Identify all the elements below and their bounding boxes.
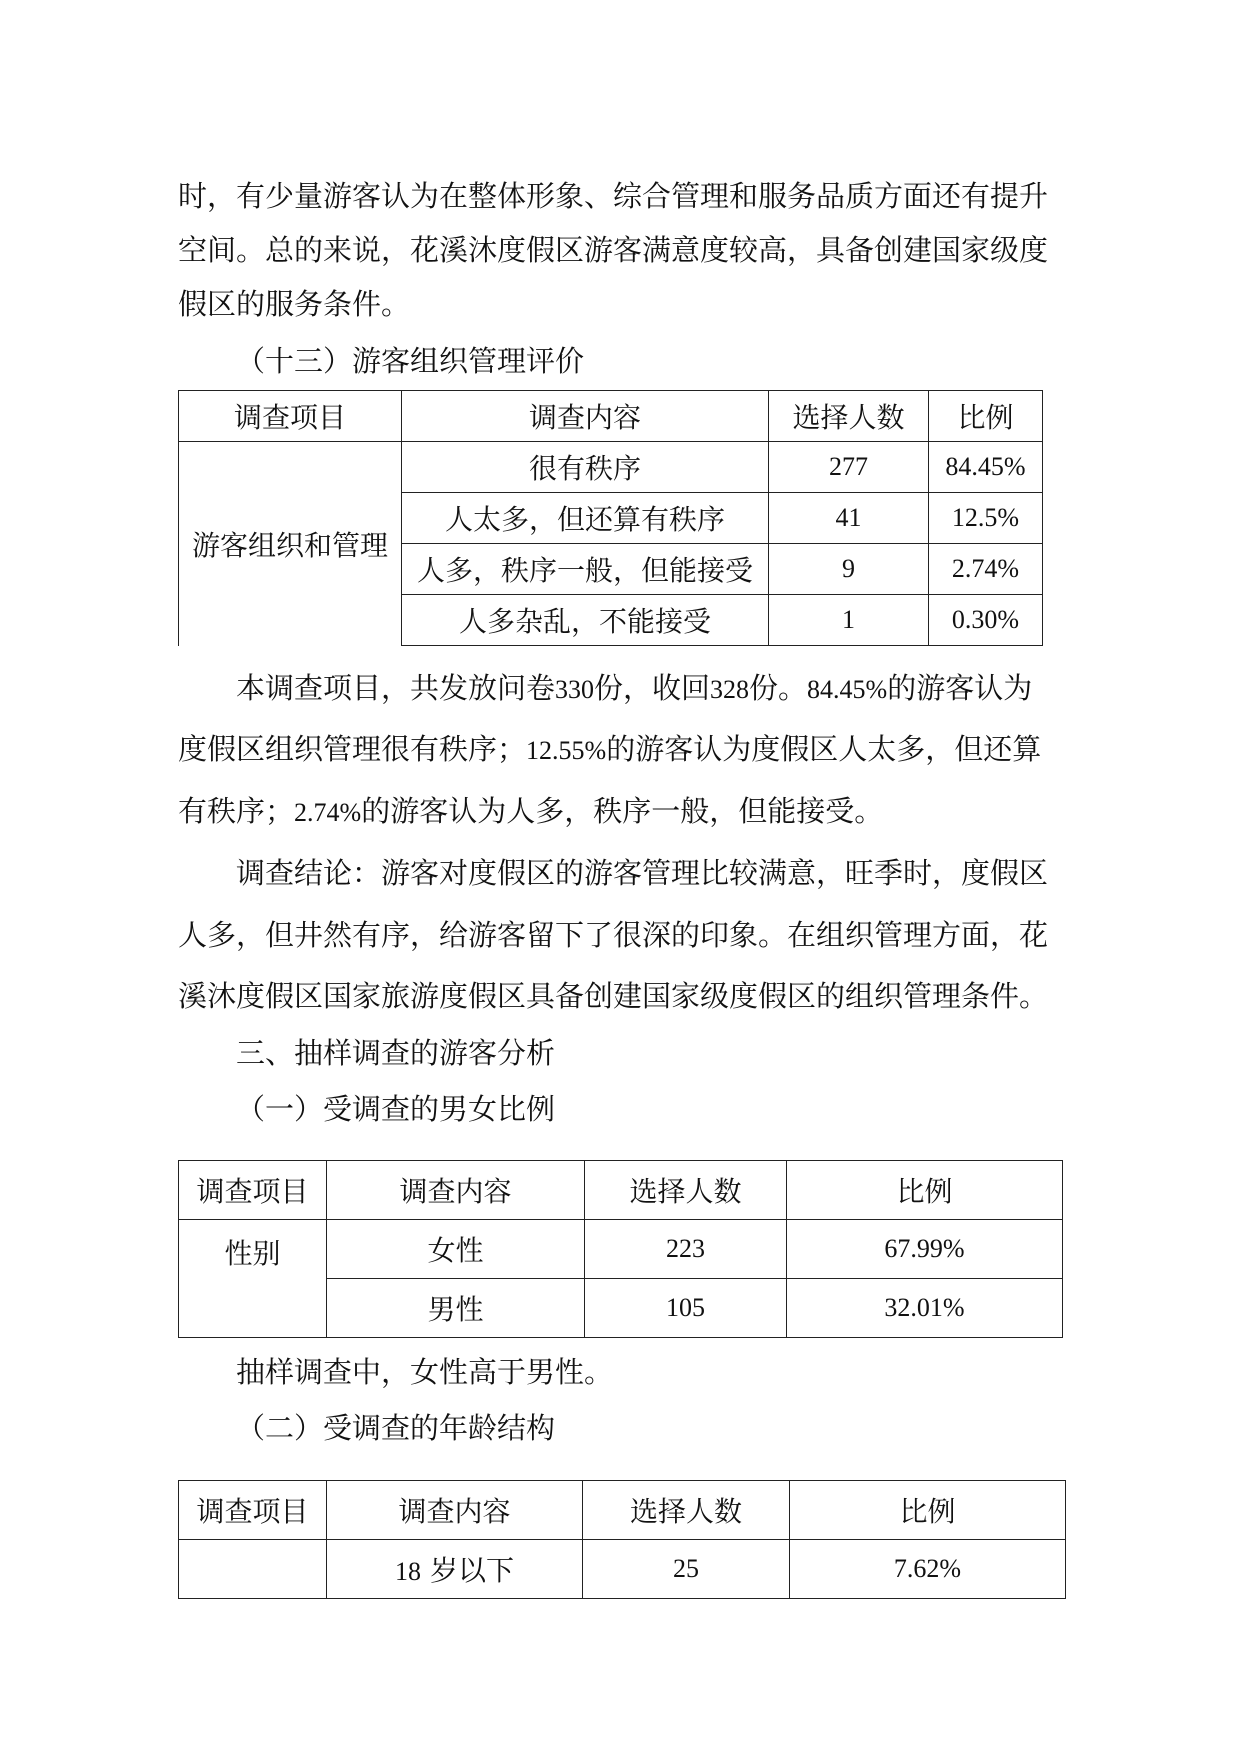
ratio-cell: 84.45% <box>929 442 1043 493</box>
ratio-cell: 32.01% <box>787 1279 1063 1338</box>
header-ratio: 比例 <box>929 391 1043 442</box>
count-cell: 277 <box>769 442 929 493</box>
table-org-management <box>178 390 1043 646</box>
item-cell: 性别 <box>179 1220 327 1338</box>
survey-text: 份。 <box>749 671 808 705</box>
survey-number: 328 <box>710 675 750 704</box>
subheading-2: （二）受调查的年龄结构 <box>236 1411 556 1445</box>
conclusion-line-1: 调查结论：游客对度假区的游客管理比较满意，旺季时，度假区 <box>236 856 1049 890</box>
intro-line-2: 空间。总的来说，花溪沐度假区游客满意度较高，具备创建国家级度 <box>178 233 1049 267</box>
header-count: 选择人数 <box>583 1481 790 1540</box>
age-number: 18 <box>395 1557 422 1586</box>
conclusion-line-2: 人多，但井然有序，给游客留下了很深的印象。在组织管理方面，花 <box>178 918 1049 952</box>
table-row <box>179 442 1043 493</box>
age-text: 岁以下 <box>421 1554 514 1587</box>
header-content: 调查内容 <box>327 1481 583 1540</box>
content-cell <box>327 1540 583 1599</box>
conclusion-line-3: 溪沐度假区国家旅游度假区具备创建国家级度假区的组织管理条件。 <box>178 979 1049 1013</box>
item-cell: 游客组织和管理 <box>179 442 402 646</box>
ratio-cell: 7.62% <box>790 1540 1066 1599</box>
survey-text: 的游客认为人多，秩序一般，但能接受。 <box>361 794 884 828</box>
survey-number: 2.74% <box>294 798 362 827</box>
table-header-row <box>179 1161 1063 1220</box>
ratio-cell: 0.30% <box>929 595 1043 646</box>
header-item: 调查项目 <box>179 1161 327 1220</box>
survey-text: 份，收回 <box>594 671 711 705</box>
count-cell: 41 <box>769 493 929 544</box>
section-title-3: 三、抽样调查的游客分析 <box>236 1036 556 1070</box>
ratio-cell: 2.74% <box>929 544 1043 595</box>
content-cell: 人多杂乱，不能接受 <box>402 595 769 646</box>
table-header-row <box>179 1481 1066 1540</box>
header-item: 调查项目 <box>179 1481 327 1540</box>
survey-number: 12.55% <box>526 736 607 765</box>
count-cell: 9 <box>769 544 929 595</box>
survey-number: 330 <box>555 675 595 704</box>
survey-number: 84.45% <box>807 675 888 704</box>
table-gender <box>178 1160 1063 1338</box>
header-content: 调查内容 <box>327 1161 585 1220</box>
table-row <box>179 1220 1063 1279</box>
item-cell <box>179 1540 327 1599</box>
count-cell: 25 <box>583 1540 790 1599</box>
header-count: 选择人数 <box>585 1161 787 1220</box>
header-item: 调查项目 <box>179 391 402 442</box>
content-cell: 人多，秩序一般，但能接受 <box>402 544 769 595</box>
count-cell: 1 <box>769 595 929 646</box>
heading-13: （十三）游客组织管理评价 <box>236 344 585 378</box>
header-count: 选择人数 <box>769 391 929 442</box>
header-ratio: 比例 <box>790 1481 1066 1540</box>
survey-text: 的游客认为度假区人太多，但还算 <box>606 732 1042 766</box>
survey-line-3 <box>178 795 1064 829</box>
content-cell: 女性 <box>327 1220 585 1279</box>
count-cell: 223 <box>585 1220 787 1279</box>
survey-text: 的游客认为 <box>887 671 1033 705</box>
survey-text: 度假区组织管理很有秩序； <box>178 732 527 766</box>
survey-text: 本调查项目，共发放问卷 <box>236 671 556 705</box>
table-row <box>179 1540 1066 1599</box>
ratio-cell: 67.99% <box>787 1220 1063 1279</box>
ratio-cell: 12.5% <box>929 493 1043 544</box>
count-cell: 105 <box>585 1279 787 1338</box>
subheading-1: （一）受调查的男女比例 <box>236 1092 556 1126</box>
survey-line-2 <box>178 733 1064 767</box>
intro-line-3: 假区的服务条件。 <box>178 287 411 321</box>
survey-text: 有秩序； <box>178 794 295 828</box>
content-cell: 很有秩序 <box>402 442 769 493</box>
table-header-row <box>179 391 1043 442</box>
survey-line-1 <box>178 672 1064 706</box>
table-age <box>178 1480 1066 1599</box>
content-cell: 人太多，但还算有秩序 <box>402 493 769 544</box>
gender-summary: 抽样调查中，女性高于男性。 <box>236 1355 614 1389</box>
header-content: 调查内容 <box>402 391 769 442</box>
intro-line-1: 时，有少量游客认为在整体形象、综合管理和服务品质方面还有提升 <box>178 179 1049 213</box>
content-cell: 男性 <box>327 1279 585 1338</box>
header-ratio: 比例 <box>787 1161 1063 1220</box>
